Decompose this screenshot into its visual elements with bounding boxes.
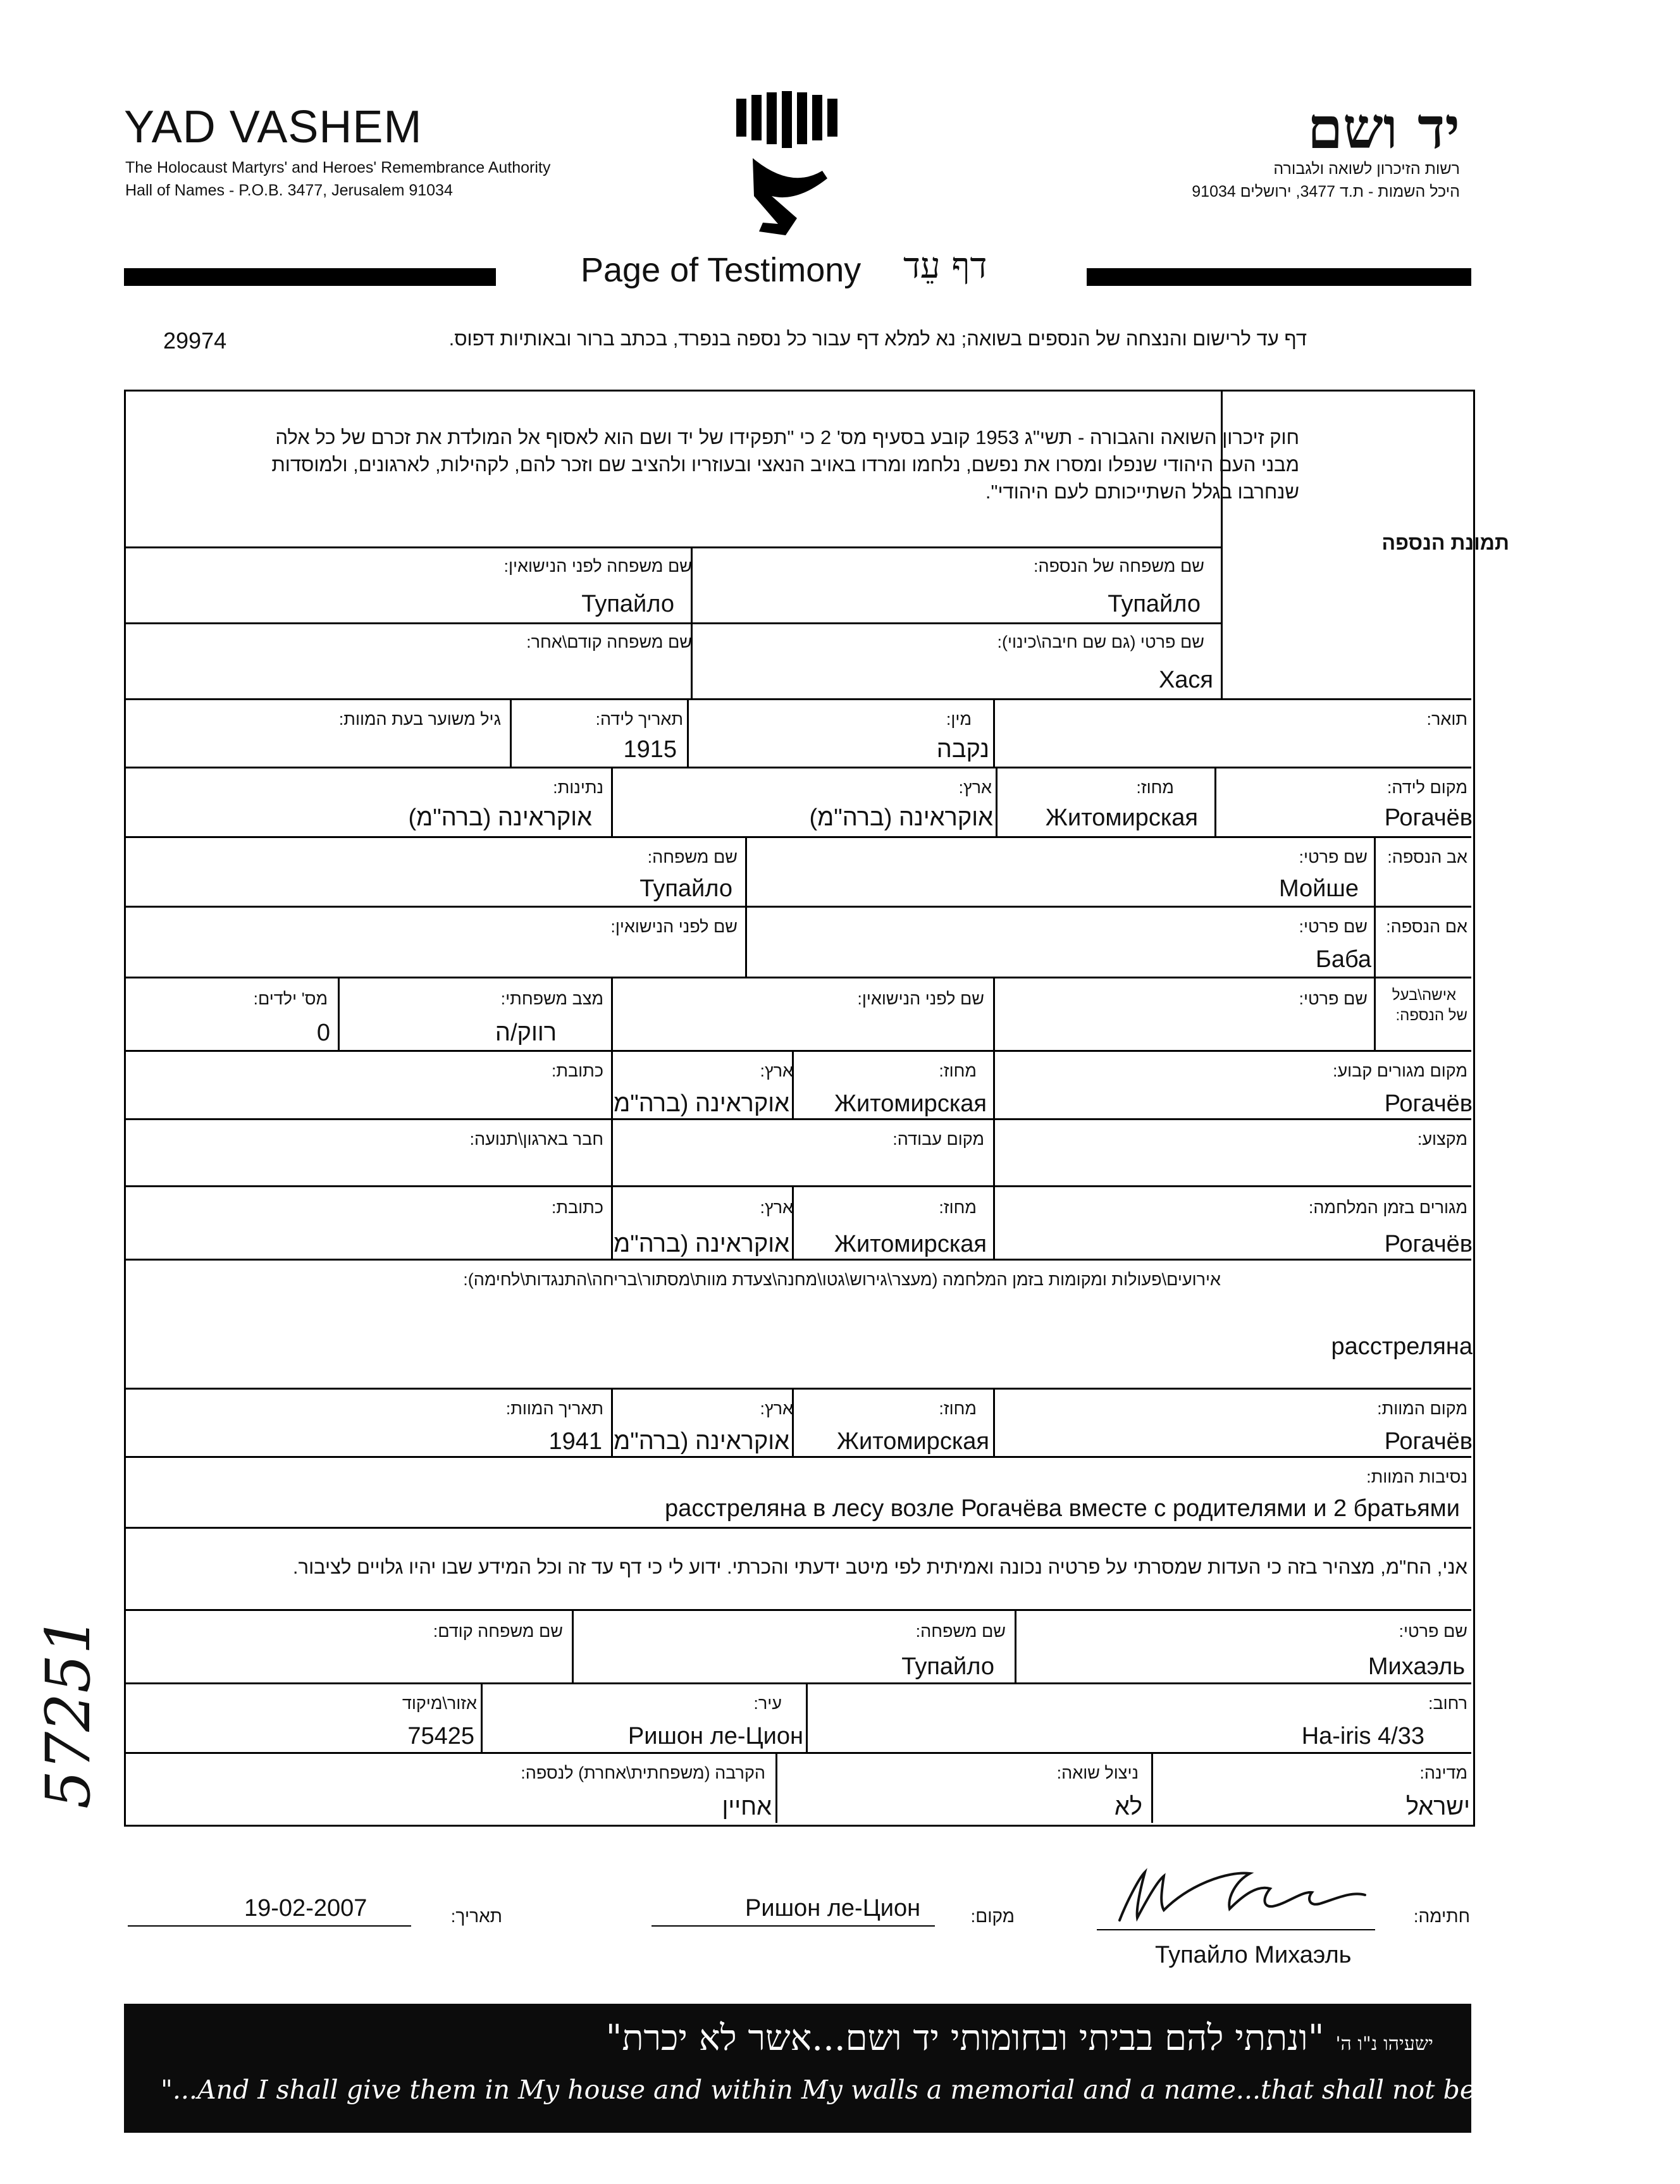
wartime-events-label: אירועים\פעולות ומקומות בזמן המלחמה (מעצר\גירוש\גטו\מחנה\צעדת מוות\מסתור\בריחה\התנגדות\לחימה): [463,1270,1221,1289]
banner-quote-en [161,2075,1680,2105]
wartime-address-label: כתובת: [551,1198,603,1217]
birth-district: Житомирская [1045,805,1198,831]
death-country: אוקראינה (ברה"מ [614,1428,789,1455]
survivor-value: לא [1115,1794,1142,1820]
address-he: היכל השמות - ת.ד 3477, ירושלים 91034 [1192,183,1460,201]
residence-label: מקום מגורים קבוע: [1332,1061,1467,1080]
authority-he: רשות הזיכרון לשואה ולגבורה [1273,160,1460,178]
side-handwritten-number: 57251 [33,1615,104,1809]
banner-quote-he [606,2018,1433,2059]
spouse-maiden-label: שם לפני הנישואין: [857,989,984,1008]
signature-date: 19-02-2007 [244,1895,368,1922]
signature-place: Ришон ле-Цион [745,1895,921,1922]
page-title-en: Page of Testimony [581,251,862,289]
address-en: Hall of Names - P.O.B. 3477, Jerusalem 91034 [125,182,453,199]
death-country-label: ארץ: [760,1399,793,1418]
wartime-district: Житомирская [834,1231,987,1257]
victim-maiden-name-label: שם משפחה לפני הנישואין: [503,557,692,576]
death-district: Житомирская [836,1428,989,1455]
org-name-he: יד ושם [1307,95,1460,162]
birth-country: אוקראינה (ברה"מ) [809,805,993,831]
signature-date-label: תאריך: [450,1906,502,1926]
victim-gender: נקבה [936,736,989,763]
submitter-city-label: עיר: [753,1694,782,1713]
submitter-family-name-label: שם משפחה: [915,1622,1006,1641]
submitter-first-name: Михаэль [1368,1653,1465,1680]
member-label: חבר בארגון\תנועה: [469,1130,603,1149]
org-name-en: YAD VASHEM [124,102,423,152]
residence-country: אוקראינה (ברה"מ [614,1090,789,1117]
spouse-status: רווק/ה [495,1020,557,1046]
mother-first-name: Баба [1315,946,1371,973]
spouse-status-label: מצב משפחתי: [500,989,603,1008]
death-date-label: תאריך המוות: [505,1399,603,1418]
submitter-city: Ришон ле-Цион [627,1723,803,1749]
mother-first-name-label: שם פרטי: [1299,917,1368,936]
death-place-label: מקום המוות: [1377,1399,1467,1418]
signature-label: חתימה: [1413,1906,1470,1926]
victim-maiden-name: Тупайло [581,591,674,617]
wartime-place-label: מגורים בזמן המלחמה: [1308,1198,1467,1217]
children-count: 0 [316,1020,330,1046]
wartime-country: אוקראינה (ברה"מ [614,1231,789,1257]
victim-gender-label: מין: [946,710,972,729]
death-date: 1941 [548,1428,602,1455]
photo-label: תמונת הנספה [1381,531,1509,554]
birth-district-label: מחוז: [1136,778,1174,797]
submitter-street: Ha-iris 4/33 [1301,1723,1424,1749]
relation-value: אחיין [722,1794,772,1820]
reference-number: 29974 [163,328,227,354]
page-title-he: דף עֵד [903,245,987,287]
banner-source-he: ישעיהו נ"ו ה' [1335,2033,1433,2055]
survivor-label: ניצול שואה: [1056,1763,1139,1782]
father-family-name-label: שם משפחה: [647,848,738,867]
residence-place: Рогачёв [1384,1090,1473,1117]
victim-family-name-label: שם משפחה של הנספה: [1033,557,1204,576]
victim-first-name: Хася [1158,667,1213,693]
wartime-district-label: מחוז: [939,1198,977,1217]
handwritten-signature [1101,1860,1392,1929]
birth-place-label: מקום לידה: [1387,778,1467,797]
birth-place: Рогачёв [1384,805,1473,831]
banner-quote-en-text: "...And I shall give them in My house and within My walls a memorial and a name...that shall not be cut off" [161,2075,1579,2105]
wartime-country-label: ארץ: [760,1198,793,1217]
submitter-zip-label: אזור\מיקוד [402,1694,477,1713]
death-district-label: מחוז: [939,1399,977,1418]
menorah-logo-icon [727,89,854,247]
header-bar-left [124,268,496,286]
residence-district: Житомирская [834,1090,987,1117]
wartime-events: расстреляна [1331,1333,1473,1360]
spouse-row-label-1: אישה\בעל [1392,987,1456,1004]
victim-age-label: גיל משוער בעת המוות: [338,710,501,729]
banner-quote-he-text: "ונתתי להם בביתי ובחומותי יד ושם...אשר לא יכרת" [605,2018,1325,2059]
instruction-text: דף עד לרישום והנצחה של הנספים בשואה; נא למלא דף עבור כל נספה בנפרד, בכתב ברור ובאותיות דפוס. [448,328,1307,350]
residence-country-label: ארץ: [760,1061,793,1080]
header-bar-right [1087,268,1471,286]
father-row-label: אב הנספה: [1387,848,1467,867]
spouse-row-label-2: של הנספה: [1395,1007,1467,1024]
birth-country-label: ארץ: [958,778,992,797]
victim-first-name-label: שם פרטי (גם שם חיבה\כינוי): [997,632,1204,651]
residence-address-label: כתובת: [551,1061,603,1080]
declaration-text: אני, הח"מ, מצהיר בזה כי העדות שמסרתי על פרטיה נכונה ואמיתית לפי מיטב ידעתי והכרתי. ידוע לי כי דף עד זה וכל המידע שבו יהיו גלויים לציבור. [292,1556,1467,1578]
intro-text: חוק זיכרון השואה והגבורה - תשי"ג 1953 קובע בסעיף מס' 2 כי "תפקידו של יד ושם הוא לאסוף אל המולדת את זכרם של כל אלה מבני העם היהודי שנפלו ומסרו את נפשם, נלחמו ומרדו באויב הנאצי ובעוזריו ולהציב שם וזכר להם, לקהילות, לארגונים, ולמוסדות שנחרבו בגלל השתייכותם לעם היהודי". [271,426,1299,503]
mother-maiden-label: שם לפני הנישואין: [610,917,738,936]
submitter-country: ישראל [1405,1794,1470,1820]
mother-row-label: אם הנספה: [1386,917,1467,936]
banner-source-en: Isaiah 56:5 [1587,2084,1680,2103]
father-first-name-label: שם פרטי: [1299,848,1368,867]
residence-district-label: מחוז: [939,1061,977,1080]
spouse-first-name-label: שם פרטי: [1299,989,1368,1008]
submitter-family-name: Тупайло [901,1653,994,1680]
father-first-name: Мойше [1278,875,1359,902]
signer-name: Тупайло Михаэль [1155,1942,1352,1968]
victim-title-label: תואר: [1426,710,1467,729]
submitter-street-label: רחוב: [1428,1694,1467,1713]
death-circumstances-label: נסיבות המוות: [1366,1467,1467,1486]
wartime-place: Рогачёв [1384,1231,1473,1257]
victim-birth-date: 1915 [623,736,677,763]
victim-family-name: Тупайло [1108,591,1201,617]
nationality-label: נתינות: [553,778,603,797]
submitter-first-name-label: שם פרטי: [1399,1622,1467,1641]
death-place: Рогачёв [1384,1428,1473,1455]
testimony-form [124,390,1475,1827]
death-circumstances: расстреляна в лесу возле Рогачёва вместе с родителями и 2 братьями [665,1495,1460,1522]
profession-label: מקצוע: [1417,1130,1467,1149]
relation-label: הקרבה (משפחתית\אחרת) לנספה: [521,1763,765,1782]
children-label: מס' ילדים: [253,989,328,1008]
submitter-prev-family-label: שם משפחה קודם: [433,1622,563,1641]
nationality: אוקראינה (ברה"מ) [408,805,592,831]
submitter-zip: 75425 [407,1723,474,1749]
submitter-country-label: מדינה: [1419,1763,1467,1782]
victim-birth-date-label: תאריך לידה: [595,710,683,729]
father-family-name: Тупайло [639,875,732,902]
quote-banner [124,2004,1680,2133]
authority-en: The Holocaust Martyrs' and Heroes' Remembrance Authority [125,159,551,176]
signature-place-label: מקום: [970,1906,1015,1926]
victim-prev-family-label: שם משפחה קודם\אחר: [526,632,692,651]
workplace-label: מקום עבודה: [892,1130,984,1149]
